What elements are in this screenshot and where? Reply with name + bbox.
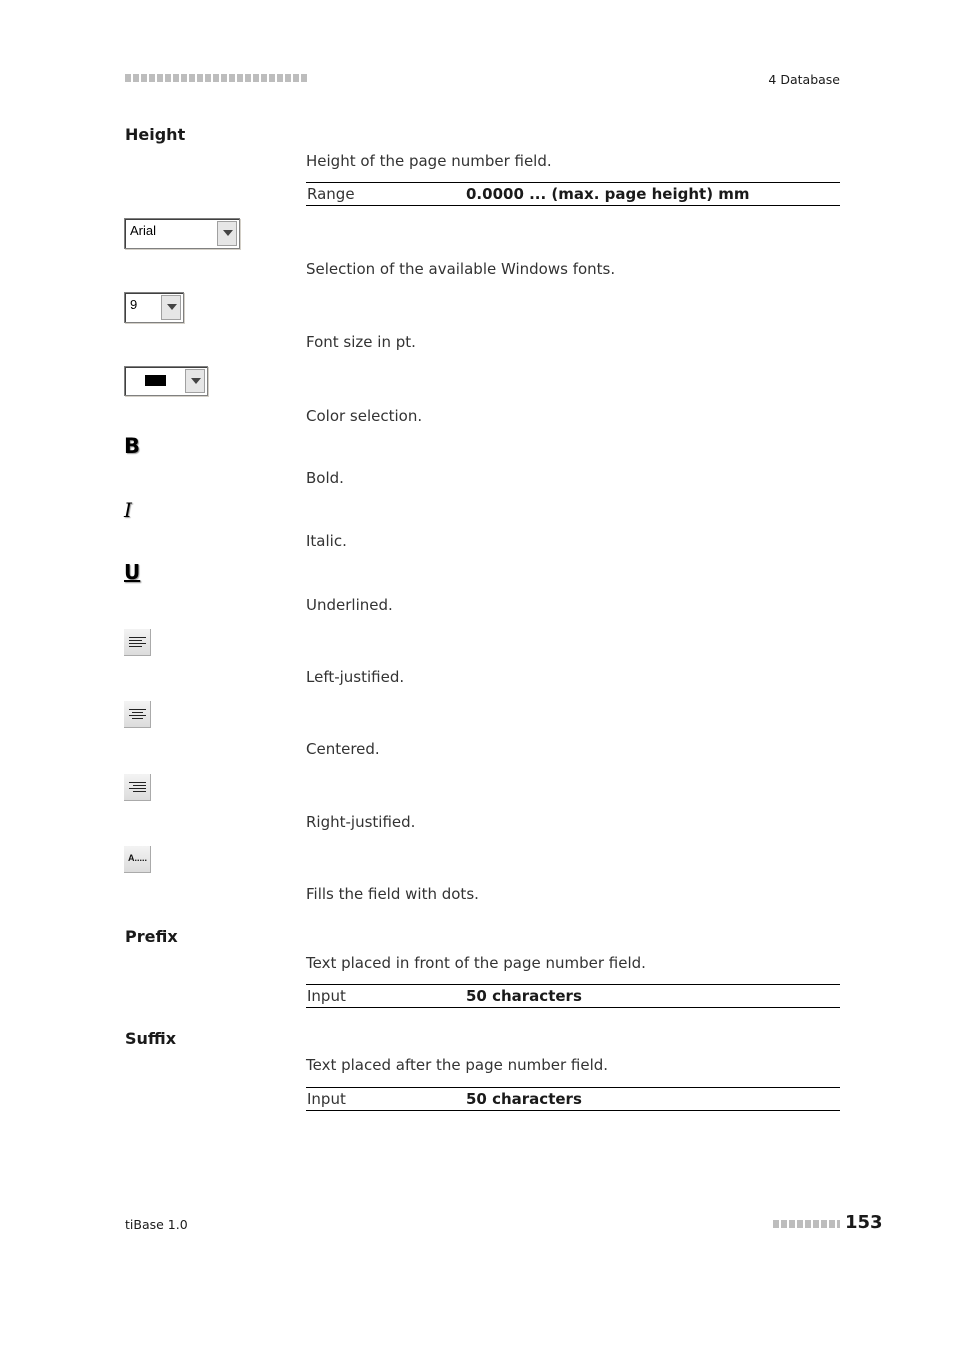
range-label: Range	[307, 185, 355, 203]
align-center-icon[interactable]	[124, 701, 151, 728]
suffix-heading: Suffix	[125, 1029, 177, 1048]
font-size-description: Font size in pt.	[306, 333, 416, 351]
chevron-down-icon[interactable]	[161, 295, 181, 320]
align-left-icon[interactable]	[124, 629, 151, 656]
font-combo-value: Arial	[130, 223, 157, 238]
prefix-input-value: 50 characters	[466, 987, 582, 1005]
chapter-title: 4 Database	[768, 72, 840, 87]
align-right-description: Right-justified.	[306, 813, 416, 831]
footer-product: tiBase 1.0	[125, 1217, 188, 1232]
italic-description: Italic.	[306, 532, 347, 550]
italic-icon[interactable]: I	[124, 498, 132, 522]
underline-icon[interactable]: U	[124, 560, 141, 584]
prefix-input-table	[306, 984, 840, 1008]
underline-description: Underlined.	[306, 596, 393, 614]
prefix-heading: Prefix	[125, 927, 178, 946]
height-description: Height of the page number field.	[306, 152, 552, 170]
suffix-input-value: 50 characters	[466, 1090, 582, 1108]
header-decoration	[125, 74, 307, 82]
height-range-table	[306, 182, 840, 206]
range-value: 0.0000 ... (max. page height) mm	[466, 185, 750, 203]
prefix-description: Text placed in front of the page number field.	[306, 954, 646, 972]
suffix-input-label: Input	[307, 1090, 346, 1108]
color-swatch	[145, 375, 166, 386]
fill-dots-glyph: A.....	[128, 853, 148, 863]
page-number: 153	[845, 1212, 883, 1233]
font-size-combo[interactable]	[124, 292, 184, 323]
font-combo[interactable]	[124, 218, 240, 249]
align-right-icon[interactable]	[124, 774, 151, 801]
color-combo[interactable]	[124, 366, 208, 396]
bold-description: Bold.	[306, 469, 344, 487]
fill-dots-description: Fills the field with dots.	[306, 885, 479, 903]
suffix-description: Text placed after the page number field.	[306, 1056, 609, 1074]
bold-icon[interactable]: B	[124, 434, 141, 458]
suffix-input-table	[306, 1087, 840, 1111]
chevron-down-icon[interactable]	[185, 369, 205, 393]
prefix-input-label: Input	[307, 987, 346, 1005]
color-description: Color selection.	[306, 407, 423, 425]
footer-decoration	[773, 1220, 840, 1228]
height-heading: Height	[125, 125, 186, 144]
chevron-down-icon[interactable]	[217, 221, 237, 246]
font-description: Selection of the available Windows fonts.	[306, 260, 616, 278]
align-center-description: Centered.	[306, 740, 380, 758]
font-size-value: 9	[130, 297, 138, 312]
fill-dots-icon[interactable]	[124, 846, 151, 873]
align-left-description: Left-justified.	[306, 668, 405, 686]
